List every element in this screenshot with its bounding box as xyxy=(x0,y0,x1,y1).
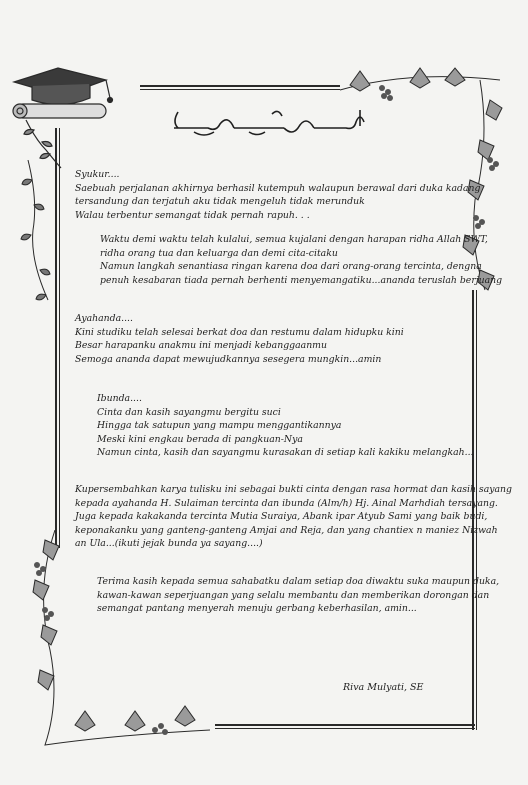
persembahan-line: kepada ayahanda H. Sulaiman tercinta dan ibunda (Alm/h) Hj. Ainal Marhdiah tersayang. xyxy=(75,497,498,509)
syukur-section xyxy=(75,168,480,222)
ibunda-line: Namun cinta, kasih dan sayangmu kurasakan di setiap kali kakiku melangkah... xyxy=(97,447,474,459)
terima-kasih-section xyxy=(97,575,499,616)
ibunda-heading: Ibunda.... xyxy=(97,393,142,404)
top-border-line-thin xyxy=(140,89,340,90)
ibunda-section xyxy=(97,392,473,460)
persembahan-line: an Ula...(ikuti jejak bunda ya sayang....) xyxy=(75,538,263,550)
persembahan-line: keponakanku yang ganteng-ganteng Amjai and Reja, dan yang chantiex n maniez Nizwah xyxy=(75,524,498,536)
terima-kasih-line: semangat pantang menyerah menuju gerbang keberhasilan, amin... xyxy=(97,603,417,615)
waktu-line: penuh kesabaran tiada pernah berhenti menyemangatiku...ananda teruslah berjuang xyxy=(100,274,503,286)
ayahanda-line: Kini studiku telah selesai berkat doa dan restumu dalam hidupku kini xyxy=(75,326,404,338)
bismillah-calligraphy-icon xyxy=(164,102,374,140)
terima-kasih-line: Terima kasih kepada semua sahabatku dalam setiap doa diwaktu suka maupun duka, xyxy=(97,576,500,587)
top-border-line xyxy=(140,85,340,87)
ibunda-line: Hingga tak satupun yang mampu menggantikannya xyxy=(97,420,342,432)
ayahanda-heading: Ayahanda.... xyxy=(75,313,133,324)
bottom-border-line xyxy=(215,724,475,726)
ibunda-line: Meski kini engkau berada di pangkuan-Nya xyxy=(97,433,303,445)
persembahan-line: Kupersembahkan karya tulisku ini sebagai bukti cinta dengan rasa hormat dan kasih sayang xyxy=(75,484,512,495)
waktu-line: ridha orang tua dan keluarga dan demi cita-citaku xyxy=(100,247,338,259)
waktu-line: Waktu demi waktu telah kulalui, semua kujalani dengan harapan ridha Allah SWT, xyxy=(100,234,488,245)
left-vine-ornament xyxy=(18,160,78,310)
ayahanda-line: Semoga ananda dapat mewujudkannya sesegera mungkin...amin xyxy=(75,353,382,365)
graduation-cap-icon xyxy=(6,60,126,170)
ayahanda-section xyxy=(75,312,404,366)
terima-kasih-line: kawan-kawan seperjuangan yang selalu membantu dan memberikan dorongan dan xyxy=(97,589,490,601)
waktu-line: Namun langkah senantiasa ringan karena doa dari orang-orang tercinta, dengna xyxy=(100,261,482,273)
ayahanda-line: Besar harapanku anakmu ini menjadi kebanggaanmu xyxy=(75,340,327,352)
ibunda-line: Cinta dan kasih sayangmu bergitu suci xyxy=(97,406,281,418)
bottom-border-line-thin xyxy=(215,728,475,729)
syukur-line: Walau terbentur semangat tidak pernah rapuh. . . xyxy=(75,209,310,221)
syukur-line: tersandung dan terjatuh aku tidak mengeluh tidak merunduk xyxy=(75,196,365,208)
signature: Riva Mulyati, SE xyxy=(343,682,424,693)
grape-vine-bottom-left-icon xyxy=(15,530,225,760)
syukur-line: Saebuah perjalanan akhirnya berhasil kutempuh walaupun berawal dari duka kadang xyxy=(75,182,481,194)
persembahan-line: Juga kepada kakakanda tercinta Mutia Suraiya, Abank ipar Atyub Sami yang baik budi, xyxy=(75,511,488,523)
waktu-section xyxy=(100,233,502,287)
persembahan-section xyxy=(75,483,512,551)
syukur-heading: Syukur.... xyxy=(75,169,120,180)
